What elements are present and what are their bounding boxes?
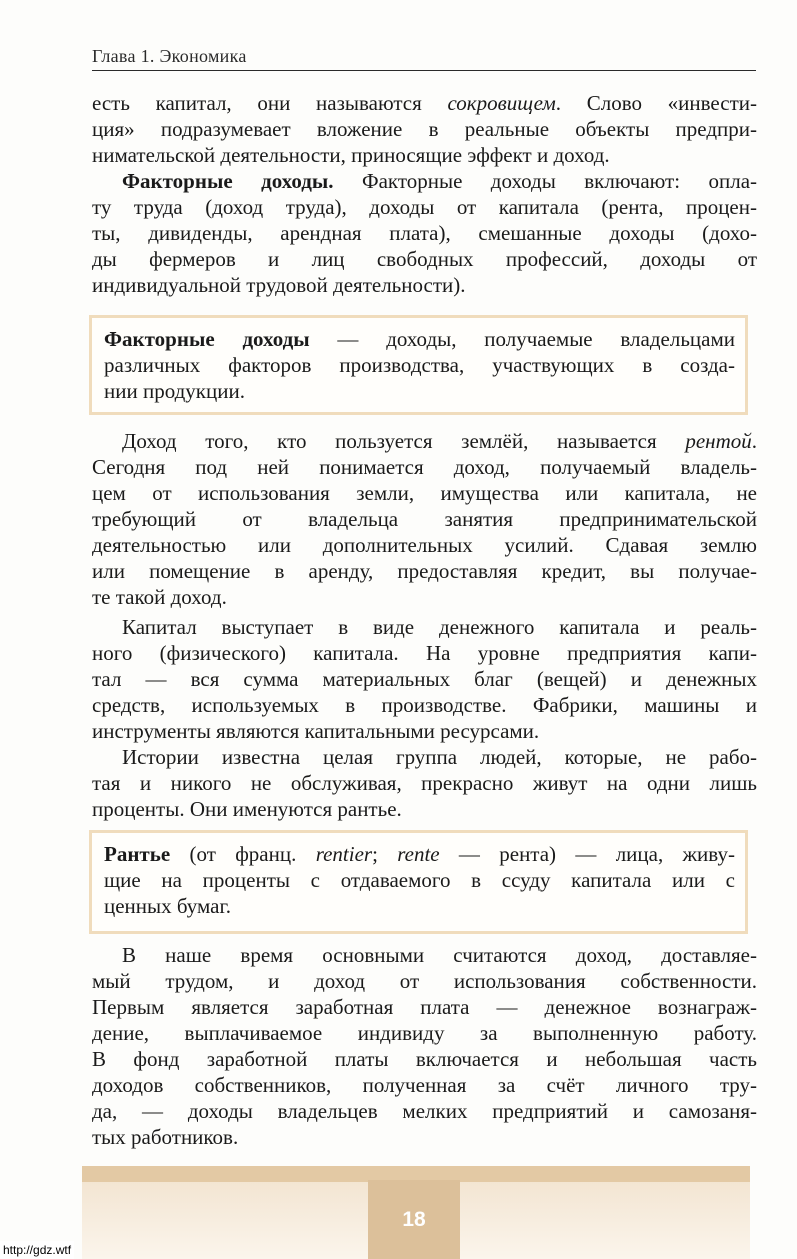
text-line: или помещение в аренду, предоставляя кредит, вы получае- [92, 559, 757, 583]
text-line: доходов собственников, полученная за счёт личного тру- [92, 1073, 757, 1097]
paragraph-treasure [92, 90, 757, 168]
text-line: Факторные доходы. Факторные доходы включают: опла- [122, 169, 758, 193]
text-line: ды фермеров и лиц свободных профессий, доходы от [92, 247, 757, 271]
text-line: ция» подразумевает вложение в реальные объекты предпри- [92, 117, 757, 141]
text-line: цем от использования земли, имущества или капитала, не [92, 481, 757, 505]
text-line: Рантье (от франц. rentier; rente — рента) — лица, живу- [104, 842, 735, 866]
text-line: Доход того, кто пользуется землёй, называется рентой. [122, 429, 757, 453]
term-bold: Факторные доходы [104, 327, 310, 351]
text-line: Факторные доходы — доходы, получаемые владельцами [104, 327, 735, 351]
text-line: ту труда (доход труда), доходы от капитала (рента, процен- [92, 195, 757, 219]
page-number: 18 [368, 1180, 460, 1259]
definition-box-factor-income [89, 315, 748, 415]
text-line: те такой доход. [92, 585, 227, 609]
text-line: ценных бумаг. [104, 894, 231, 918]
text-line: Капитал выступает в виде денежного капитала и реаль- [122, 615, 757, 639]
text-line: инструменты являются капитальными ресурсами. [92, 719, 540, 743]
text-line: В фонд заработной платы включается и небольшая часть [92, 1047, 757, 1071]
text-line: да, — доходы владельцев мелких предприятий и самозаня- [92, 1099, 757, 1123]
text-line: требующий от владельца занятия предпринимательской [92, 507, 757, 531]
text-line: средств, используемых в производстве. Фабрики, машины и [92, 693, 757, 717]
text-line: дение, выплачиваемое индивиду за выполненную работу. [92, 1021, 757, 1045]
term-italic: rentier [315, 842, 373, 866]
chapter-header: Глава 1. Экономика [92, 46, 756, 71]
text-line: индивидуальной трудовой деятельности). [92, 273, 466, 297]
text-line: Первым является заработная плата — денежное вознаграж- [92, 995, 757, 1019]
definition-box-rentier [89, 830, 748, 934]
term-bold: Рантье [104, 842, 171, 866]
text-line: щие на проценты с отдаваемого в ссуду капитала или с [104, 868, 735, 892]
paragraph-capital [92, 614, 757, 744]
text-line: различных факторов производства, участвующих в созда- [104, 353, 735, 377]
text-line: проценты. Они именуются рантье. [92, 797, 402, 821]
text-line: Истории известна целая группа людей, которые, не рабо- [122, 745, 757, 769]
text-line: мый трудом, и доход от использования собственности. [92, 969, 757, 993]
term-italic: rente [397, 842, 440, 866]
paragraph-factor-income [92, 168, 757, 298]
term-italic: рентой [685, 429, 752, 453]
text-line: нимательской деятельности, приносящие эффект и доход. [92, 143, 610, 167]
paragraph-rentiers [92, 744, 757, 822]
text-line: ты, дивиденды, арендная плата), смешанные доходы (дохо- [92, 221, 757, 245]
text-line: тая и никого не обслуживая, прекрасно живут на одни лишь [92, 771, 757, 795]
text-line: ного (физического) капитала. На уровне предприятия капи- [92, 641, 757, 665]
text-line: есть капитал, они называются сокровищем. Слово «инвести- [92, 91, 758, 115]
text-line: Сегодня под ней понимается доход, получаемый владель- [92, 455, 757, 479]
text-line: нии продукции. [104, 379, 245, 403]
paragraph-rent [92, 428, 757, 610]
text-line: тал — вся сумма материальных благ (вещей) и денежных [92, 667, 757, 691]
term-bold: Факторные доходы. [122, 169, 334, 193]
text-line: деятельностью или дополнительных усилий. Сдавая землю [92, 533, 757, 557]
term-italic: сокровищем [447, 91, 556, 115]
paragraph-wages [92, 942, 757, 1150]
text-line: В наше время основными считаются доход, доставляе- [122, 943, 757, 967]
watermark-text: http://gdz.wtf [0, 1241, 74, 1259]
text-line: тых работников. [92, 1125, 239, 1149]
